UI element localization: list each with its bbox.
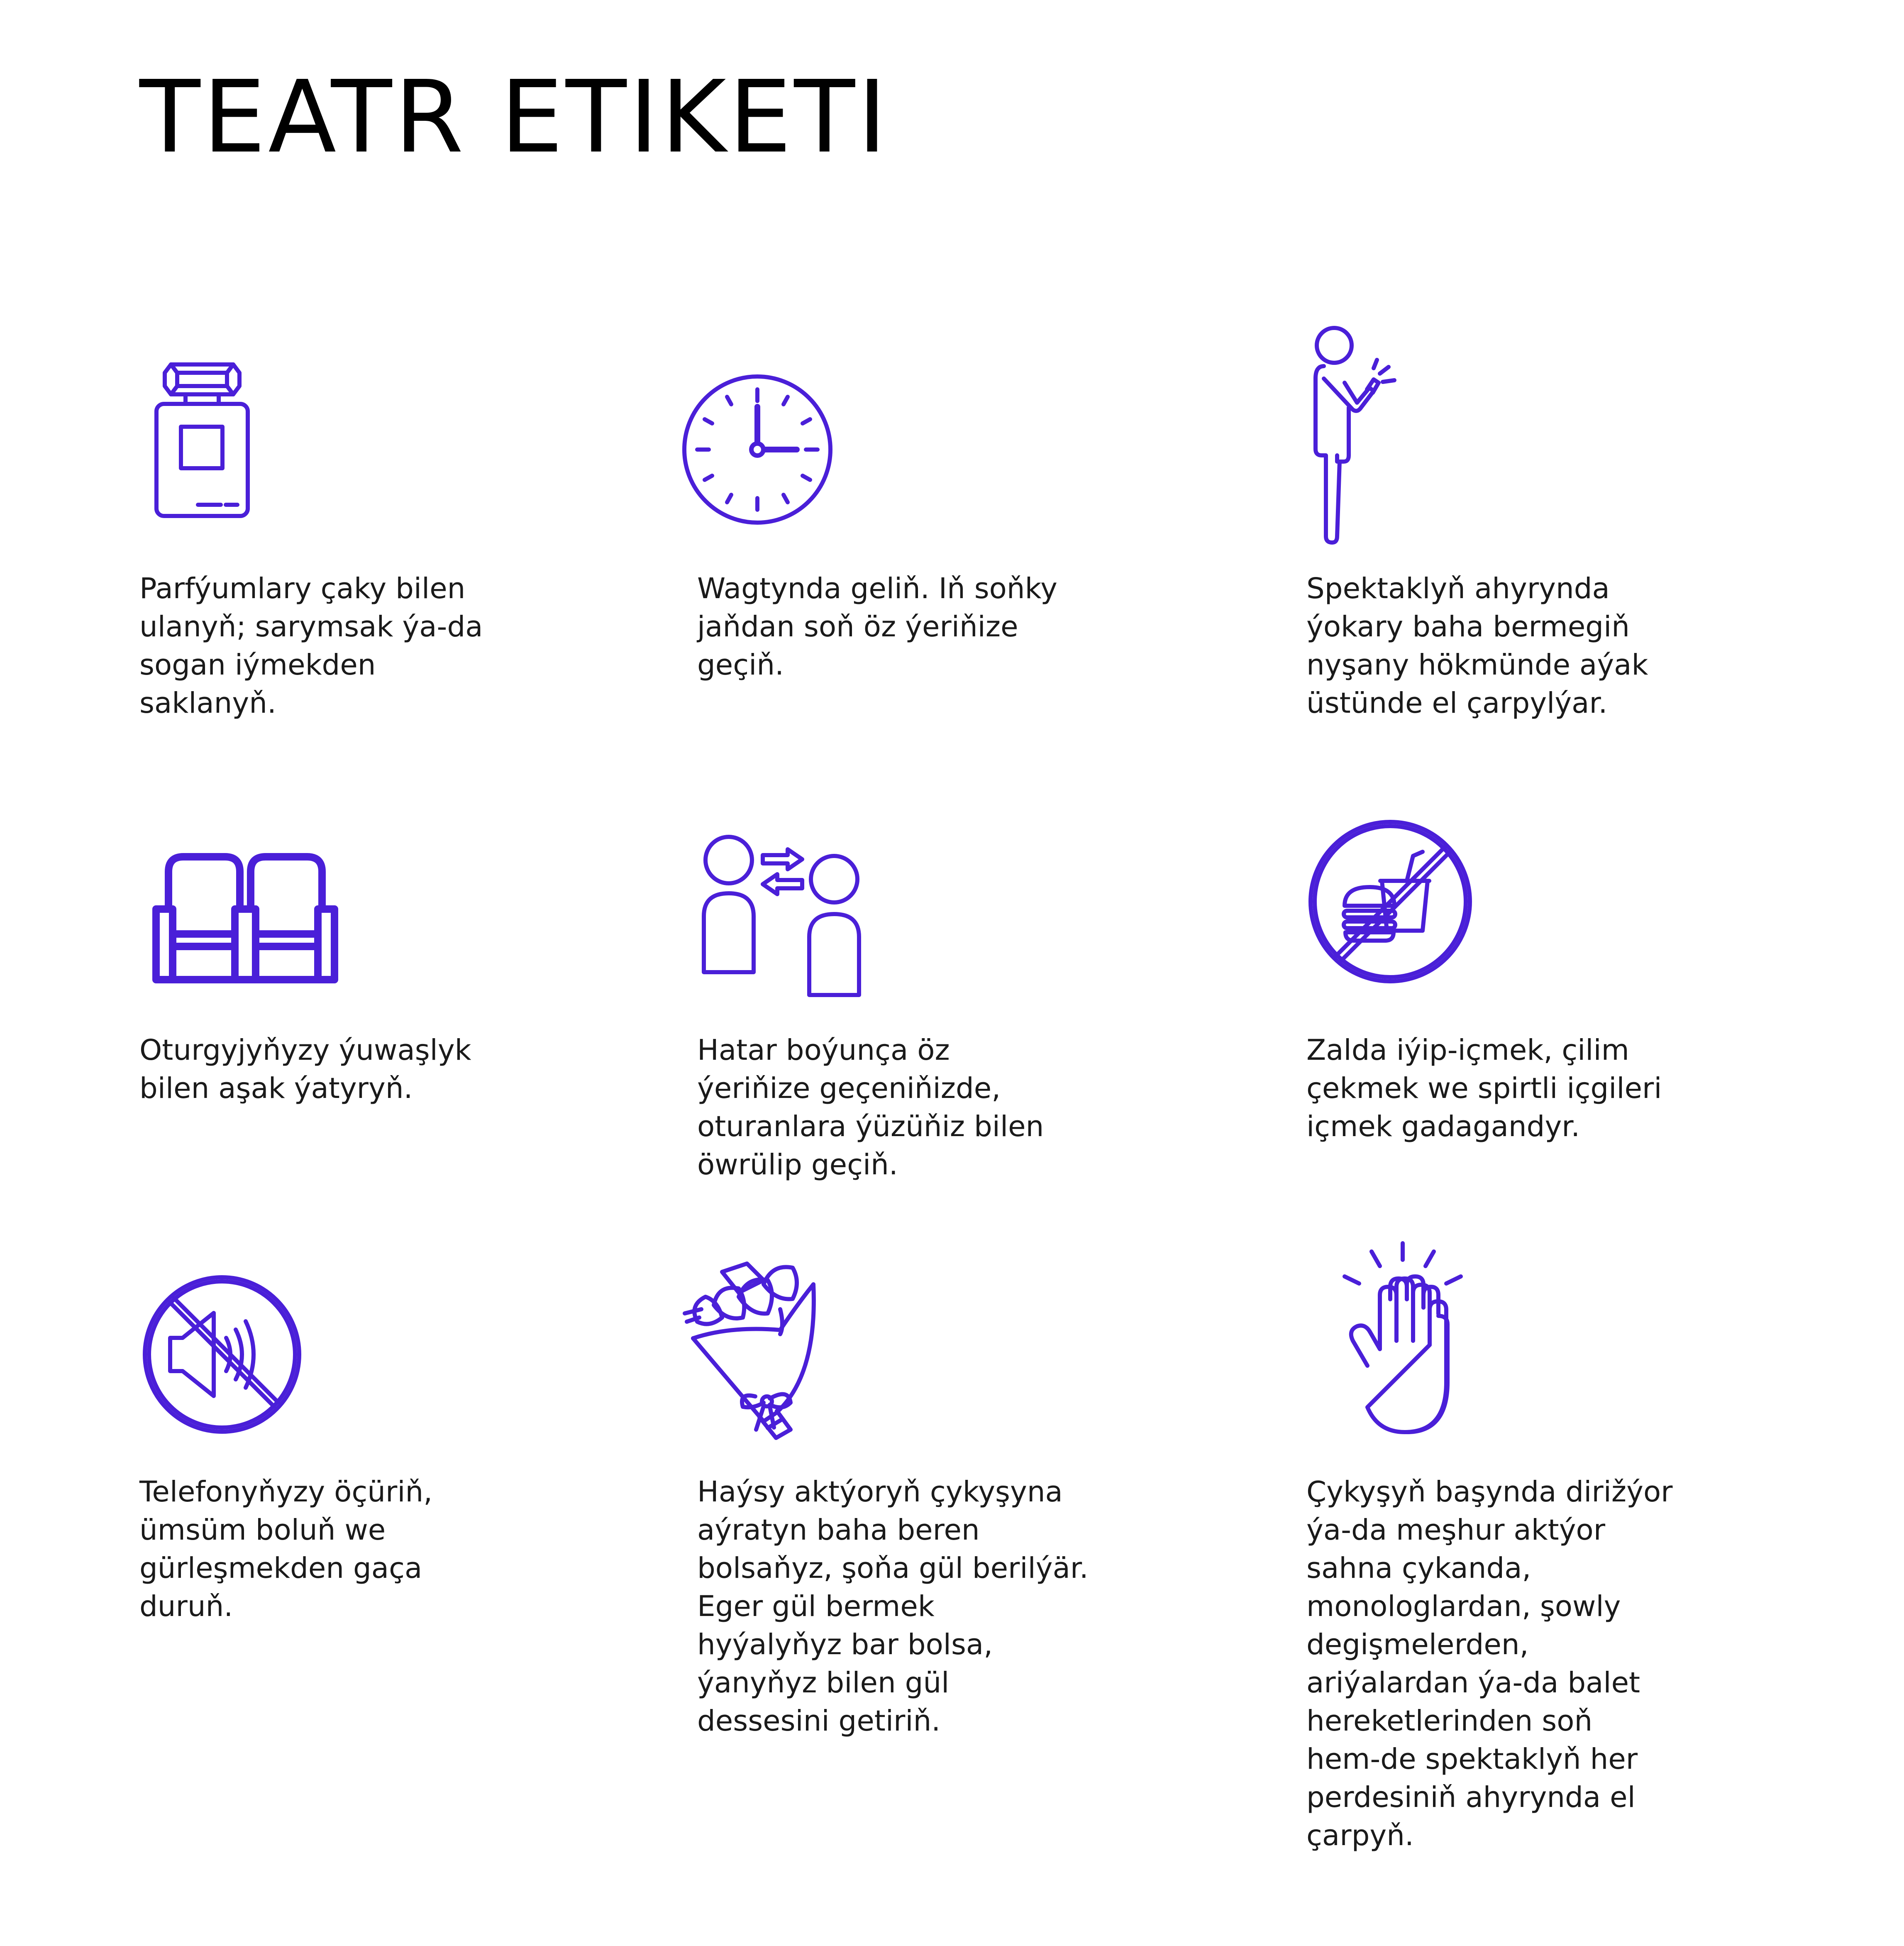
caption-standing-ovation: Spektaklyň ahyrynda ýokary baha bermegiň nyşany hökmünde aýak üstünde el çarpylýar. (1306, 572, 1648, 720)
perfume-bottle-icon (154, 360, 250, 518)
passing-people-icon (701, 835, 871, 997)
no-food-drink-icon (1307, 819, 1473, 985)
theater-seats-icon (152, 851, 339, 984)
standing-clapping-person-icon (1311, 325, 1407, 545)
caption-clock: Wagtynda geliň. Iň soňky jaňdan soň öz ýeriňize geçiň. (697, 572, 1057, 682)
no-phone-sound-icon (141, 1274, 303, 1435)
caption-bouquet: Haýsy aktýoryň çykyşyna aýratyn baha beren bolsaňyz, şoňa gül berilýär. Eger gül bermek hyýalyňyz bar bolsa, ýanyňyz bilen gül dessesini getiriň. (697, 1475, 1089, 1738)
caption-no-food: Zalda iýip-içmek, çilim çekmek we spirtli içgileri içmek gadagandyr. (1306, 1034, 1662, 1143)
caption-seats: Oturgyjyňyzy ýuwaşlyk bilen aşak ýatyryň. (139, 1034, 471, 1105)
caption-perfume: Parfýumlary çaky bilen ulanyň; sarymsak ýa-da sogan iýmekden saklanyň. (139, 572, 483, 720)
caption-passing: Hatar boýunça öz ýeriňize geçeniňizde, oturanlara ýüzüňiz bilen öwrülip geçiň. (697, 1034, 1044, 1181)
page-title: TEATR ETIKETI (139, 59, 889, 175)
caption-clapping: Çykyşyň başynda dirižýor ýa-da meşhur aktýor sahna çykanda, monologlardan, şowly degişmelerden, ariýalardan ýa-da balet hereketlerinden soň hem-de spektaklyň her perdesiniň ahyrynda el çarpyň. (1306, 1475, 1673, 1852)
flower-bouquet-icon (681, 1255, 838, 1442)
caption-phone: Telefonyňyzy öçüriň, ümsüm boluň we gürleşmekden gaça duruň. (139, 1475, 433, 1623)
clapping-hands-icon (1336, 1241, 1469, 1440)
clock-icon (681, 373, 834, 526)
